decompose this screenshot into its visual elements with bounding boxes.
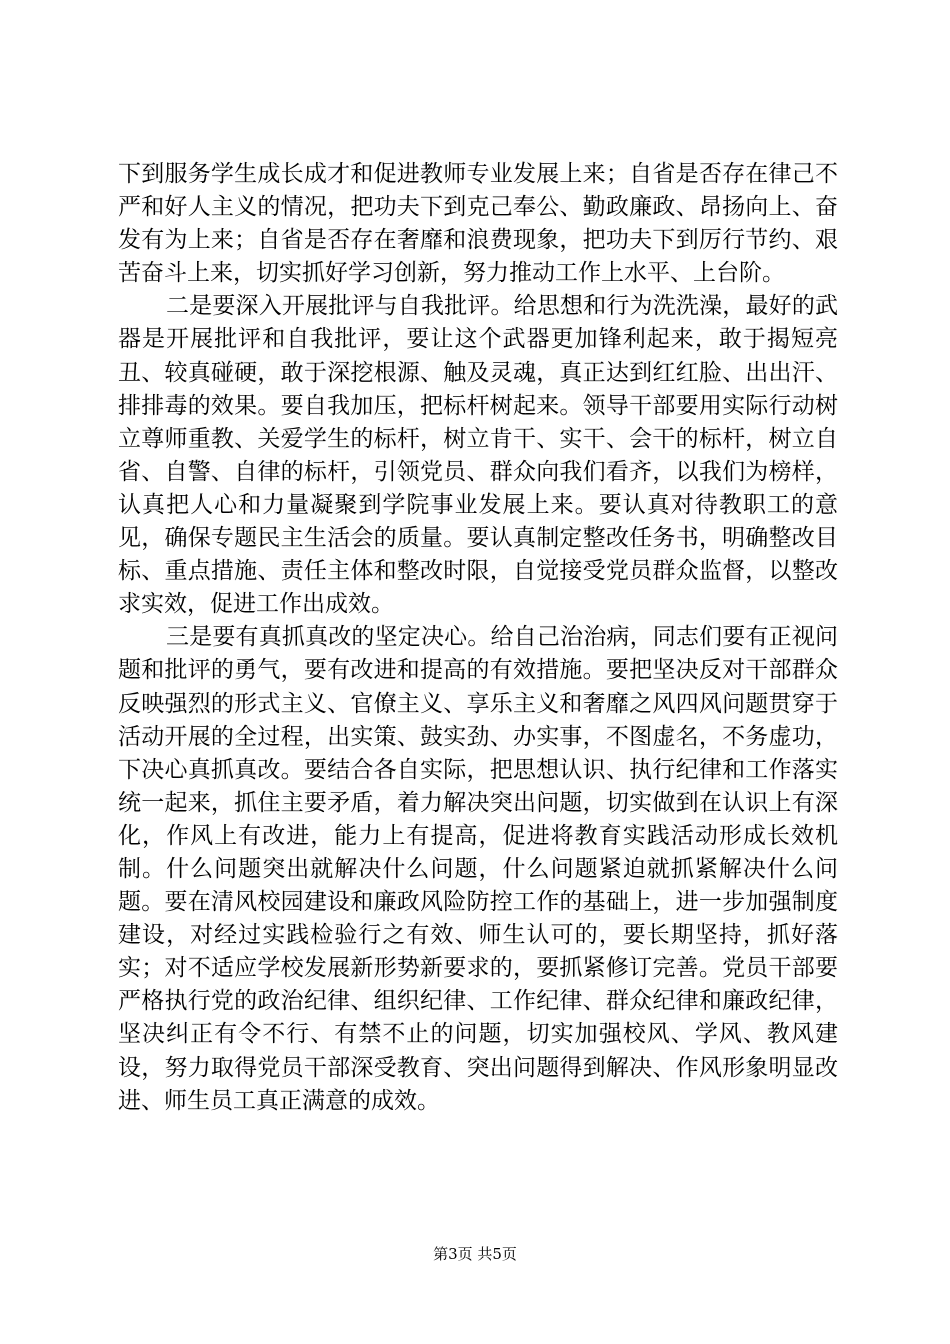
page-footer: 第3页 共5页 [433,1245,517,1263]
paragraph-3: 三是要有真抓真改的坚定决心。给自己治治病，同志们要有正视问题和批评的勇气，要有改进和提高的有效措施。要把坚决反对干部群众反映强烈的形式主义、官僚主义、享乐主义和奢靡之风四风问题贯穿于活动开展的全过程，出实策、鼓实劲、办实事，不图虚名，不务虚功，下决心真抓真改。要结合各自实际，把思想认识、执行纪律和工作落实统一起来，抓住主要矛盾，着力解决突出问题，切实做到在认识上有深化，作风上有改进，能力上有提高，促进将教育实践活动形成长效机制。什么问题突出就解决什么问题，什么问题紧迫就抓紧解决什么问题。要在清风校园建设和廉政风险防控工作的基础上，进一步加强制度建设，对经过实践检验行之有效、师生认可的，要长期坚持，抓好落实；对不适应学校发展新形势新要求的，要抓紧修订完善。党员干部要严格执行党的政治纪律、组织纪律、工作纪律、群众纪律和廉政纪律，坚决纠正有令不行、有禁不止的问题，切实加强校风、学风、教风建设，努力取得党员干部深受教育、突出问题得到解决、作风形象明显改进、师生员工真正满意的成效。 [118,624,838,1114]
paragraph-1: 下到服务学生成长成才和促进教师专业发展上来；自省是否存在律己不严和好人主义的情况，把功夫下到克己奉公、勤政廉政、昂扬向上、奋发有为上来；自省是否存在奢靡和浪费现象，把功夫下到厉行节约、艰苦奋斗上来，切实抓好学习创新，努力推动工作上水平、上台阶。 [118,161,838,287]
paragraph-2: 二是要深入开展批评与自我批评。给思想和行为洗洗澡，最好的武器是开展批评和自我批评，要让这个武器更加锋利起来，敢于揭短亮丑、较真碰硬，敢于深挖根源、触及灵魂，真正达到红红脸、出出汗、排排毒的效果。要自我加压，把标杆树起来。领导干部要用实际行动树立尊师重教、关爱学生的标杆，树立肯干、实干、会干的标杆，树立自省、自警、自律的标杆，引领党员、群众向我们看齐，以我们为榜样，认真把人心和力量凝聚到学院事业发展上来。要认真对待教职工的意见，确保专题民主生活会的质量。要认真制定整改任务书，明确整改目标、重点措施、责任主体和整改时限，自觉接受党员群众监督，以整改求实效，促进工作出成效。 [118,293,838,618]
document-body [118,158,838,1118]
